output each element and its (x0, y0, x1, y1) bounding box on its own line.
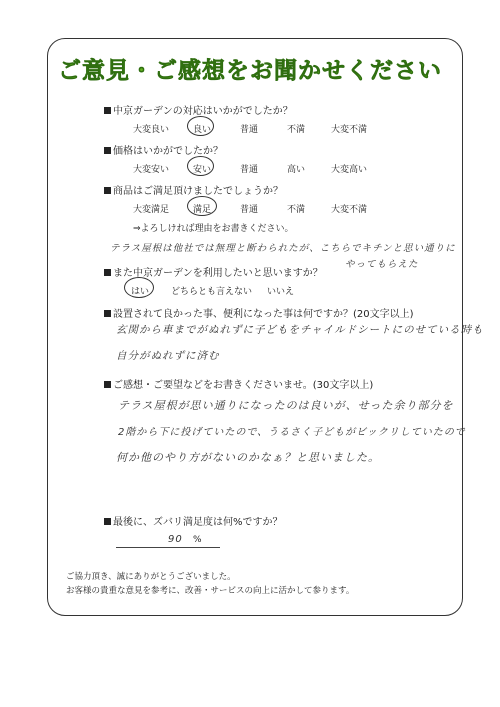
square-bullet-icon (104, 518, 111, 525)
handwritten-comments-line1: テラス屋根が思い通りになったのは良いが、せった余り部分を (118, 399, 454, 412)
square-bullet-icon (104, 147, 111, 154)
question-label: 価格はいかがでしたか？ (113, 146, 223, 157)
satisfaction-value: 90 (168, 534, 183, 545)
handwritten-benefits-line1: 玄関から車までがぬれずに子どもをチャイルドシートにのせている時も (116, 324, 484, 336)
square-bullet-icon (104, 310, 111, 317)
option-very-expensive[interactable]: 大変高い (331, 165, 368, 175)
option-expensive[interactable]: 高い (287, 165, 306, 175)
option-very-cheap[interactable]: 大変安い (133, 165, 170, 175)
question-label: 設置されて良かった事、便利になった事は何ですか？(20文字以上) (113, 309, 414, 320)
square-bullet-icon (104, 381, 111, 388)
option-normal[interactable]: 普通 (240, 125, 259, 135)
option-dissatisfied[interactable]: 不満 (287, 205, 306, 215)
question-comments (104, 376, 373, 391)
question-benefits (104, 305, 414, 320)
option-cheap[interactable]: 安い (193, 165, 212, 175)
selection-circle (187, 156, 214, 176)
footer-thanks: ご協力頂き、誠にありがとうございました。 (66, 572, 236, 582)
answer-underline (116, 547, 220, 548)
question-label: 中京ガーデンの対応はいかがでしたか？ (113, 106, 293, 117)
reason-prompt: ⇒よろしければ理由をお書きください。 (133, 224, 294, 234)
option-yes[interactable]: はい (131, 287, 150, 297)
option-very-dissatisfied[interactable]: 大変不満 (331, 125, 368, 135)
square-bullet-icon (104, 269, 111, 276)
option-satisfied[interactable]: 満足 (193, 205, 212, 215)
option-undecided[interactable]: どちらとも言えない (171, 287, 253, 297)
question-label: 最後に、ズバリ満足度は何%ですか？ (113, 517, 283, 528)
option-normal[interactable]: 普通 (240, 205, 259, 215)
option-very-satisfied[interactable]: 大変満足 (133, 205, 170, 215)
option-very-good[interactable]: 大変良い (133, 125, 170, 135)
handwritten-reason-line1: テラス屋根は他社では無理と断わられたが、こちらでキチンと思い通りに (110, 243, 456, 254)
handwritten-benefits-line2: 自分がぬれずに済む (116, 350, 220, 362)
option-good[interactable]: 良い (193, 125, 212, 135)
satisfaction-unit: % (193, 535, 202, 545)
square-bullet-icon (104, 187, 111, 194)
selection-circle (187, 116, 214, 136)
question-product (104, 182, 283, 197)
question-label: 商品はご満足頂けましたでしょうか？ (113, 186, 283, 197)
square-bullet-icon (104, 107, 111, 114)
selection-circle (124, 277, 154, 298)
selection-circle (187, 196, 217, 216)
option-normal[interactable]: 普通 (240, 165, 259, 175)
question-service (104, 102, 293, 117)
handwritten-comments-line3: 何か他のやり方がないのかなぁ？と思いました。 (116, 451, 380, 464)
question-satisfaction (104, 513, 283, 528)
question-label: また中京ガーデンを利用したいと思いますか？ (113, 268, 323, 279)
option-dissatisfied[interactable]: 不満 (287, 125, 306, 135)
option-no[interactable]: いいえ (267, 287, 295, 297)
handwritten-reason-line2: やってもらえた (345, 259, 419, 270)
handwritten-comments-line2: 2階から下に投げていたので、うるさく子どもがビックリしていたので (118, 427, 466, 438)
option-very-dissatisfied[interactable]: 大変不満 (331, 205, 368, 215)
page-title: ご意見・ご感想をお聞かせください (58, 58, 442, 84)
footer-note: お客様の貴重な意見を参考に、改善・サービスの向上に活かして参ります。 (66, 586, 355, 596)
question-price (104, 142, 223, 157)
question-label: ご感想・ご要望などをお書きくださいませ。(30文字以上) (113, 380, 374, 391)
